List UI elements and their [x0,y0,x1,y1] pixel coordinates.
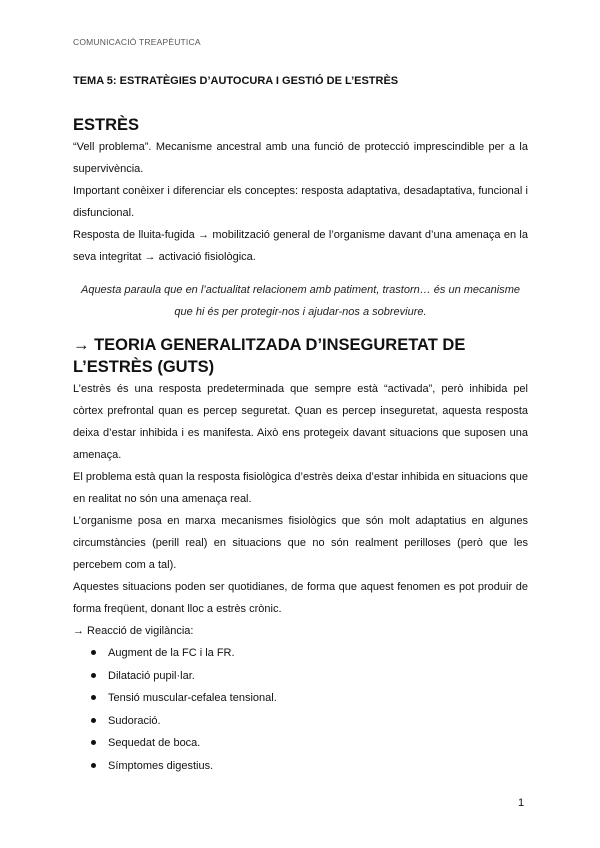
paragraph: “Vell problema”. Mecanisme ancestral amb una funció de protecció imprescindible per a la supervivència. [73,141,528,175]
paragraph: Resposta de lluita-fugida → mobilització general de l’organisme davant d’una amenaça en la seva integritat → activació fisiològica. [73,229,528,263]
paragraph: El problema està quan la resposta fisiològica d’estrès deixa d’estar inhibida en situacions que en realitat no són una amenaça real. [73,471,528,505]
list-item-text: Sudoració. [108,714,161,727]
document-title: TEMA 5: ESTRATÈGIES D’AUTOCURA I GESTIÓ DE L’ESTRÈS [73,75,399,87]
document-body [73,70,528,777]
bullet-icon [91,695,96,700]
list-intro: → Reacció de vigilància: [73,625,194,637]
list-item [91,710,528,733]
symptom-list [73,642,528,777]
section-estres [73,114,528,323]
section-guts [73,334,528,777]
list-item-text: Símptomes digestius. [108,759,214,772]
list-item [91,687,528,710]
bullet-icon [91,650,96,655]
paragraph: Aquestes situacions poden ser quotidianes, de forma que aquest fenomen es pot produir de forma freqüent, donant lloc a estrès crònic. [73,581,528,615]
paragraph: L’organisme posa en marxa mecanismes fisiològics que són molt adaptatius en algunes circumstàncies (perill real) en situacions que no són realment perilloses (però que les percebem com a tal). [73,515,528,571]
bullet-icon [91,673,96,678]
section-heading-estres: ESTRÈS [73,116,140,134]
list-item [91,642,528,665]
list-item [91,665,528,688]
highlight-quote: Aquesta paraula que en l’actualitat relacionem amb patiment, trastorn… és un mecanisme que hi és per protegir-nos i ajudar-nos a sobreviure. [80,284,520,318]
list-item [91,732,528,755]
list-item [91,755,528,778]
paragraph: Important conèixer i diferenciar els conceptes: resposta adaptativa, desadaptativa, funcional i disfuncional. [73,185,528,219]
bullet-icon [91,763,96,768]
list-item-text: Dilatació pupil·lar. [108,669,195,682]
list-item-text: Augment de la FC i la FR. [108,647,235,659]
list-item-text: Sequedat de boca. [108,737,201,749]
section-heading-guts: → TEORIA GENERALITZADA D’INSEGURETAT DE L’ESTRÈS (GUTS) [73,336,466,376]
bullet-icon [91,718,96,723]
bullet-icon [91,740,96,745]
running-header: COMUNICACIÓ TREAPÈUTICA [73,37,201,47]
page-number: 1 [518,797,525,809]
paragraph: L’estrès és una resposta predeterminada que sempre està “activada”, però inhibida pel còrtex prefrontal quan es percep seguretat. Quan es percep inseguretat, aquesta resposta deixa d’estar inhibida i es manifesta. Això ens protegeix davant situacions que suposen una amenaça. [73,383,528,461]
list-item-text: Tensió muscular-cefalea tensional. [108,692,277,704]
